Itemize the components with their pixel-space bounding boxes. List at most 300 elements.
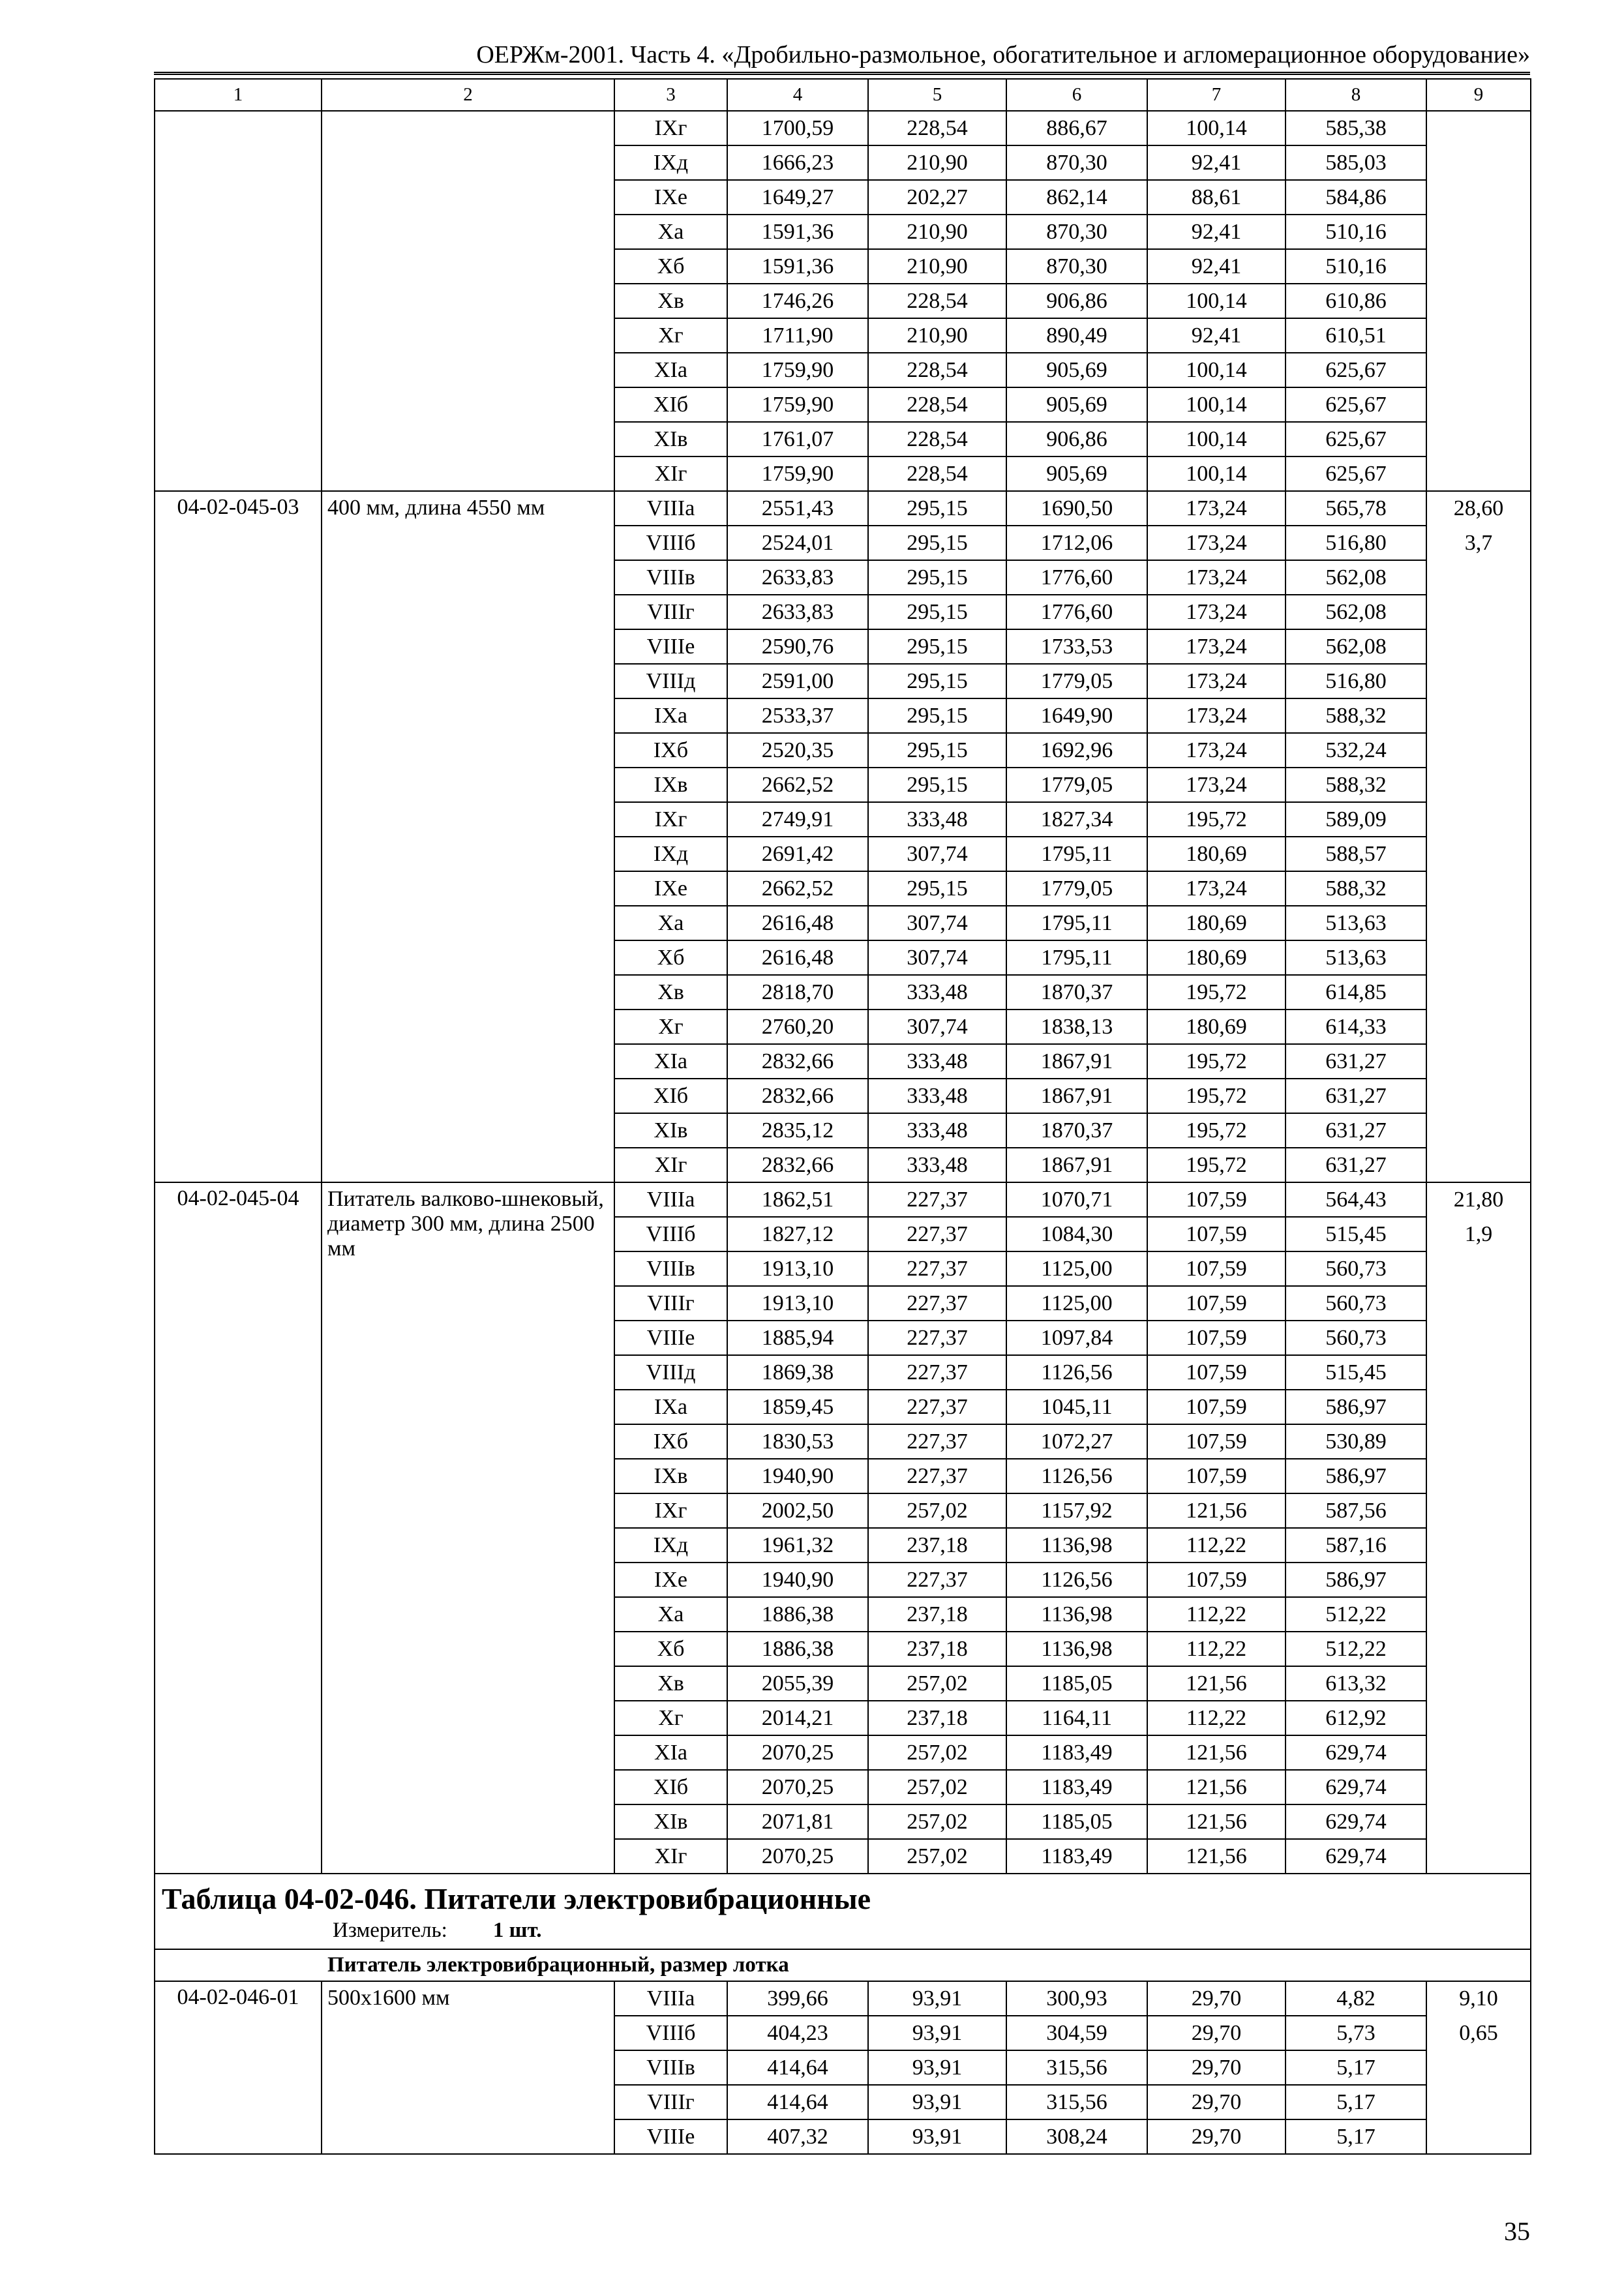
value-cell: 1759,90 (727, 353, 868, 387)
value-cell: 512,22 (1286, 1632, 1426, 1666)
value-cell: 107,59 (1147, 1286, 1286, 1321)
column-number: 5 (868, 79, 1006, 111)
value-cell: 315,56 (1006, 2050, 1147, 2085)
value-cell: 107,59 (1147, 1390, 1286, 1424)
value-cell: 562,08 (1286, 595, 1426, 629)
value-cell: 2818,70 (727, 975, 868, 1010)
value-cell: 180,69 (1147, 906, 1286, 940)
value-cell: 227,37 (868, 1217, 1006, 1251)
value-cell: 5,17 (1286, 2085, 1426, 2119)
value-cell: 173,24 (1147, 491, 1286, 526)
value-cell: 588,32 (1286, 768, 1426, 802)
value-cell: 513,63 (1286, 906, 1426, 940)
region-cell: IXе (614, 871, 727, 906)
region-cell: IXг (614, 111, 727, 145)
value-cell: 195,72 (1147, 1044, 1286, 1079)
column-number: 1 (155, 79, 322, 111)
value-cell: 107,59 (1147, 1251, 1286, 1286)
region-cell: Xв (614, 975, 727, 1010)
value-cell: 180,69 (1147, 1010, 1286, 1044)
region-cell: VIIIг (614, 1286, 727, 1321)
value-cell: 92,41 (1147, 318, 1286, 353)
value-cell: 560,73 (1286, 1286, 1426, 1321)
value-cell: 1759,90 (727, 387, 868, 422)
value-cell: 1940,90 (727, 1563, 868, 1597)
value-cell: 295,15 (868, 629, 1006, 664)
region-cell: Xб (614, 940, 727, 975)
region-cell: VIIIв (614, 560, 727, 595)
value-cell: 586,97 (1286, 1390, 1426, 1424)
table-row (155, 491, 1531, 526)
value-cell: 257,02 (868, 1804, 1006, 1839)
value-cell: 92,41 (1147, 215, 1286, 249)
value-cell: 121,56 (1147, 1735, 1286, 1770)
value-cell: 1733,53 (1006, 629, 1147, 664)
value-cell: 100,14 (1147, 387, 1286, 422)
value-cell: 195,72 (1147, 975, 1286, 1010)
column-number: 7 (1147, 79, 1286, 111)
value-cell: 564,43 (1286, 1182, 1426, 1217)
value-cell: 1870,37 (1006, 1113, 1147, 1148)
value-cell: 29,70 (1147, 2085, 1286, 2119)
value-cell: 1746,26 (727, 284, 868, 318)
value-cell: 333,48 (868, 1113, 1006, 1148)
value-cell: 107,59 (1147, 1355, 1286, 1390)
value-cell: 2662,52 (727, 871, 868, 906)
value-cell: 295,15 (868, 491, 1006, 526)
value-cell: 2633,83 (727, 560, 868, 595)
value-cell: 237,18 (868, 1597, 1006, 1632)
value-cell: 237,18 (868, 1528, 1006, 1563)
value-cell: 515,45 (1286, 1355, 1426, 1390)
value-cell: 1136,98 (1006, 1597, 1147, 1632)
value-cell: 513,63 (1286, 940, 1426, 975)
value-cell: 565,78 (1286, 491, 1426, 526)
running-header: ОЕРЖм-2001. Часть 4. «Дробильно-размольное, обогатительное и агломерационное оборудование» (154, 38, 1530, 73)
region-cell: Xв (614, 284, 727, 318)
value-cell: 29,70 (1147, 2119, 1286, 2154)
value-cell: 180,69 (1147, 940, 1286, 975)
region-cell: VIIIб (614, 526, 727, 560)
region-cell: IXе (614, 1563, 727, 1597)
value-cell: 1885,94 (727, 1321, 868, 1355)
value-cell: 2691,42 (727, 837, 868, 871)
value-cell: 614,85 (1286, 975, 1426, 1010)
value-cell: 510,16 (1286, 249, 1426, 284)
page-number: 35 (1504, 2217, 1530, 2246)
value-cell: 1869,38 (727, 1355, 868, 1390)
value-cell: 195,72 (1147, 1079, 1286, 1113)
value-cell: 515,45 (1286, 1217, 1426, 1251)
value-cell: 333,48 (868, 1044, 1006, 1079)
region-cell: IXа (614, 698, 727, 733)
value-cell: 631,27 (1286, 1113, 1426, 1148)
region-cell: VIIIг (614, 595, 727, 629)
equipment-name: 500х1600 мм (322, 1981, 614, 2154)
value-cell: 906,86 (1006, 422, 1147, 456)
value-cell: 112,22 (1147, 1632, 1286, 1666)
value-cell: 2524,01 (727, 526, 868, 560)
value-cell: 2002,50 (727, 1493, 868, 1528)
value-cell: 100,14 (1147, 284, 1286, 318)
subheading-row (155, 1949, 1531, 1981)
value-cell: 1795,11 (1006, 837, 1147, 871)
region-cell: VIIIв (614, 2050, 727, 2085)
value-cell: 93,91 (868, 1981, 1006, 2016)
value-cell: 1185,05 (1006, 1804, 1147, 1839)
value-cell: 1867,91 (1006, 1148, 1147, 1182)
value-cell: 1649,27 (727, 180, 868, 215)
value-cell: 886,67 (1006, 111, 1147, 145)
column-number: 3 (614, 79, 727, 111)
value-cell: 308,24 (1006, 2119, 1147, 2154)
equipment-name (322, 111, 614, 491)
value-cell: 1779,05 (1006, 664, 1147, 698)
value-cell: 5,73 (1286, 2016, 1426, 2050)
value-cell: 1126,56 (1006, 1563, 1147, 1597)
mass-value (1427, 115, 1530, 149)
region-cell: XIа (614, 1044, 727, 1079)
labor-value: 0,65 (1459, 2021, 1498, 2045)
value-cell: 210,90 (868, 215, 1006, 249)
value-cell: 195,72 (1147, 802, 1286, 837)
value-cell: 307,74 (868, 1010, 1006, 1044)
value-cell: 2014,21 (727, 1701, 868, 1735)
value-cell: 210,90 (868, 318, 1006, 353)
region-cell: Xг (614, 1010, 727, 1044)
value-cell: 300,93 (1006, 1981, 1147, 2016)
value-cell: 227,37 (868, 1355, 1006, 1390)
value-cell: 107,59 (1147, 1459, 1286, 1493)
column-number-row (155, 79, 1531, 111)
mass-value: 21,80 (1453, 1188, 1504, 1212)
value-cell: 228,54 (868, 456, 1006, 491)
value-cell: 295,15 (868, 871, 1006, 906)
region-cell: VIIIд (614, 1355, 727, 1390)
rate-code: 04-02-045-04 (155, 1182, 322, 1874)
unit-line (162, 1917, 1524, 1943)
region-cell: IXд (614, 145, 727, 180)
value-cell: 307,74 (868, 940, 1006, 975)
region-cell: XIб (614, 1770, 727, 1804)
value-cell: 295,15 (868, 560, 1006, 595)
value-cell: 586,97 (1286, 1459, 1426, 1493)
value-cell: 610,51 (1286, 318, 1426, 353)
rate-code: 04-02-046-01 (155, 1981, 322, 2154)
value-cell: 905,69 (1006, 353, 1147, 387)
rate-code (155, 111, 322, 491)
value-cell: 1859,45 (727, 1390, 868, 1424)
value-cell: 584,86 (1286, 180, 1426, 215)
value-cell: 227,37 (868, 1182, 1006, 1217)
value-cell: 88,61 (1147, 180, 1286, 215)
value-cell: 613,32 (1286, 1666, 1426, 1701)
region-cell: IXв (614, 768, 727, 802)
value-cell: 295,15 (868, 733, 1006, 768)
value-cell: 295,15 (868, 595, 1006, 629)
value-cell: 905,69 (1006, 456, 1147, 491)
value-cell: 1779,05 (1006, 871, 1147, 906)
value-cell: 1136,98 (1006, 1528, 1147, 1563)
weight-cell (1426, 491, 1531, 1182)
value-cell: 1867,91 (1006, 1079, 1147, 1113)
region-cell: IXб (614, 1424, 727, 1459)
value-cell: 1591,36 (727, 249, 868, 284)
value-cell: 560,73 (1286, 1321, 1426, 1355)
value-cell: 1776,60 (1006, 560, 1147, 595)
value-cell: 589,09 (1286, 802, 1426, 837)
value-cell: 29,70 (1147, 1981, 1286, 2016)
value-cell: 870,30 (1006, 215, 1147, 249)
value-cell: 93,91 (868, 2050, 1006, 2085)
value-cell: 1136,98 (1006, 1632, 1147, 1666)
value-cell: 612,92 (1286, 1701, 1426, 1735)
section-body (155, 1874, 1531, 2154)
value-cell: 112,22 (1147, 1597, 1286, 1632)
value-cell: 1690,50 (1006, 491, 1147, 526)
value-cell: 1870,37 (1006, 975, 1147, 1010)
value-cell: 257,02 (868, 1735, 1006, 1770)
value-cell: 1867,91 (1006, 1044, 1147, 1079)
value-cell: 333,48 (868, 1148, 1006, 1182)
value-cell: 257,02 (868, 1839, 1006, 1874)
value-cell: 121,56 (1147, 1804, 1286, 1839)
value-cell: 2616,48 (727, 940, 868, 975)
value-cell: 588,32 (1286, 698, 1426, 733)
value-cell: 629,74 (1286, 1770, 1426, 1804)
value-cell: 107,59 (1147, 1217, 1286, 1251)
region-cell: Xа (614, 215, 727, 249)
value-cell: 1886,38 (727, 1632, 868, 1666)
value-cell: 173,24 (1147, 664, 1286, 698)
value-cell: 610,86 (1286, 284, 1426, 318)
column-number: 4 (727, 79, 868, 111)
value-cell: 631,27 (1286, 1079, 1426, 1113)
region-cell: VIIIб (614, 1217, 727, 1251)
value-cell: 399,66 (727, 1981, 868, 2016)
value-cell: 1795,11 (1006, 906, 1147, 940)
value-cell: 173,24 (1147, 768, 1286, 802)
value-cell: 562,08 (1286, 629, 1426, 664)
section-header (155, 1874, 1531, 1949)
value-cell: 2590,76 (727, 629, 868, 664)
value-cell: 2662,52 (727, 768, 868, 802)
value-cell: 1125,00 (1006, 1286, 1147, 1321)
value-cell: 614,33 (1286, 1010, 1426, 1044)
value-cell: 333,48 (868, 975, 1006, 1010)
value-cell: 585,38 (1286, 111, 1426, 145)
value-cell: 107,59 (1147, 1563, 1286, 1597)
value-cell: 295,15 (868, 768, 1006, 802)
value-cell: 2633,83 (727, 595, 868, 629)
value-cell: 5,17 (1286, 2119, 1426, 2154)
value-cell: 1070,71 (1006, 1182, 1147, 1217)
value-cell: 404,23 (727, 2016, 868, 2050)
value-cell: 29,70 (1147, 2050, 1286, 2085)
region-cell: XIа (614, 353, 727, 387)
value-cell: 173,24 (1147, 733, 1286, 768)
value-cell: 333,48 (868, 802, 1006, 837)
value-cell: 210,90 (868, 249, 1006, 284)
value-cell: 2616,48 (727, 906, 868, 940)
value-cell: 295,15 (868, 698, 1006, 733)
value-cell: 2835,12 (727, 1113, 868, 1148)
value-cell: 1776,60 (1006, 595, 1147, 629)
value-cell: 629,74 (1286, 1804, 1426, 1839)
region-cell: XIв (614, 1804, 727, 1839)
value-cell: 1961,32 (727, 1528, 868, 1563)
column-number: 8 (1286, 79, 1426, 111)
value-cell: 5,17 (1286, 2050, 1426, 2085)
value-cell: 562,08 (1286, 560, 1426, 595)
value-cell: 227,37 (868, 1424, 1006, 1459)
value-cell: 510,16 (1286, 215, 1426, 249)
value-cell: 1712,06 (1006, 526, 1147, 560)
value-cell: 1183,49 (1006, 1770, 1147, 1804)
region-cell: Xг (614, 1701, 727, 1735)
region-cell: VIIIе (614, 629, 727, 664)
region-cell: IXа (614, 1390, 727, 1424)
region-cell: VIIIа (614, 1182, 727, 1217)
region-cell: VIIIе (614, 2119, 727, 2154)
value-cell: 228,54 (868, 353, 1006, 387)
region-cell: IXг (614, 802, 727, 837)
value-cell: 890,49 (1006, 318, 1147, 353)
value-cell: 2070,25 (727, 1735, 868, 1770)
value-cell: 2533,37 (727, 698, 868, 733)
value-cell: 195,72 (1147, 1148, 1286, 1182)
section-header-row (155, 1874, 1531, 1949)
value-cell: 2591,00 (727, 664, 868, 698)
region-cell: IXд (614, 837, 727, 871)
region-cell: IXг (614, 1493, 727, 1528)
value-cell: 2760,20 (727, 1010, 868, 1044)
value-cell: 227,37 (868, 1390, 1006, 1424)
value-cell: 315,56 (1006, 2085, 1147, 2119)
value-cell: 2071,81 (727, 1804, 868, 1839)
table-body (155, 79, 1531, 1874)
value-cell: 1084,30 (1006, 1217, 1147, 1251)
value-cell: 560,73 (1286, 1251, 1426, 1286)
region-cell: XIа (614, 1735, 727, 1770)
value-cell: 307,74 (868, 837, 1006, 871)
weight-cell (1426, 111, 1531, 491)
value-cell: 1692,96 (1006, 733, 1147, 768)
column-number: 9 (1426, 79, 1531, 111)
value-cell: 516,80 (1286, 664, 1426, 698)
value-cell: 1072,27 (1006, 1424, 1147, 1459)
value-cell: 2832,66 (727, 1079, 868, 1113)
value-cell: 512,22 (1286, 1597, 1426, 1632)
unit-label: Измеритель: (333, 1919, 447, 1942)
value-cell: 210,90 (868, 145, 1006, 180)
value-cell: 588,32 (1286, 871, 1426, 906)
value-cell: 121,56 (1147, 1493, 1286, 1528)
value-cell: 862,14 (1006, 180, 1147, 215)
value-cell: 2520,35 (727, 733, 868, 768)
value-cell: 1759,90 (727, 456, 868, 491)
value-cell: 1045,11 (1006, 1390, 1147, 1424)
region-cell: IXд (614, 1528, 727, 1563)
value-cell: 295,15 (868, 526, 1006, 560)
value-cell: 121,56 (1147, 1666, 1286, 1701)
value-cell: 532,24 (1286, 733, 1426, 768)
value-cell: 228,54 (868, 284, 1006, 318)
value-cell: 1827,12 (727, 1217, 868, 1251)
value-cell: 173,24 (1147, 526, 1286, 560)
region-cell: XIг (614, 456, 727, 491)
value-cell: 587,16 (1286, 1528, 1426, 1563)
value-cell: 112,22 (1147, 1701, 1286, 1735)
region-cell: VIIIа (614, 491, 727, 526)
value-cell: 173,24 (1147, 595, 1286, 629)
value-cell: 227,37 (868, 1563, 1006, 1597)
value-cell: 1830,53 (727, 1424, 868, 1459)
value-cell: 93,91 (868, 2119, 1006, 2154)
value-cell: 1164,11 (1006, 1701, 1147, 1735)
unit-value: 1 шт. (492, 1919, 542, 1942)
value-cell: 237,18 (868, 1701, 1006, 1735)
region-cell: Xа (614, 1597, 727, 1632)
value-cell: 173,24 (1147, 629, 1286, 664)
value-cell: 1761,07 (727, 422, 868, 456)
value-cell: 1649,90 (1006, 698, 1147, 733)
value-cell: 173,24 (1147, 871, 1286, 906)
value-cell: 112,22 (1147, 1528, 1286, 1563)
value-cell: 257,02 (868, 1770, 1006, 1804)
value-cell: 1886,38 (727, 1597, 868, 1632)
value-cell: 1157,92 (1006, 1493, 1147, 1528)
value-cell: 631,27 (1286, 1148, 1426, 1182)
value-cell: 1913,10 (727, 1251, 868, 1286)
value-cell: 629,74 (1286, 1735, 1426, 1770)
header-rule (154, 74, 1530, 75)
value-cell: 1838,13 (1006, 1010, 1147, 1044)
value-cell: 100,14 (1147, 456, 1286, 491)
rates-table (154, 78, 1531, 2155)
mass-value: 28,60 (1453, 496, 1504, 520)
value-cell: 905,69 (1006, 387, 1147, 422)
region-cell: VIIIа (614, 1981, 727, 2016)
region-cell: XIб (614, 387, 727, 422)
table-row (155, 1981, 1531, 2016)
value-cell: 407,32 (727, 2119, 868, 2154)
region-cell: Xа (614, 906, 727, 940)
value-cell: 1711,90 (727, 318, 868, 353)
region-cell: IXе (614, 180, 727, 215)
value-cell: 121,56 (1147, 1839, 1286, 1874)
weight-cell (1426, 1981, 1531, 2154)
value-cell: 1666,23 (727, 145, 868, 180)
region-cell: XIг (614, 1148, 727, 1182)
value-cell: 1779,05 (1006, 768, 1147, 802)
region-cell: Xб (614, 249, 727, 284)
value-cell: 585,03 (1286, 145, 1426, 180)
value-cell: 1185,05 (1006, 1666, 1147, 1701)
region-cell: VIIIд (614, 664, 727, 698)
value-cell: 587,56 (1286, 1493, 1426, 1528)
value-cell: 227,37 (868, 1286, 1006, 1321)
value-cell: 2832,66 (727, 1148, 868, 1182)
value-cell: 1913,10 (727, 1286, 868, 1321)
value-cell: 530,89 (1286, 1424, 1426, 1459)
value-cell: 93,91 (868, 2085, 1006, 2119)
section-title: Таблица 04-02-046. Питатели электровибрационные (162, 1882, 871, 1915)
value-cell: 629,74 (1286, 1839, 1426, 1874)
value-cell: 1940,90 (727, 1459, 868, 1493)
table-row (155, 111, 1531, 145)
value-cell: 870,30 (1006, 145, 1147, 180)
